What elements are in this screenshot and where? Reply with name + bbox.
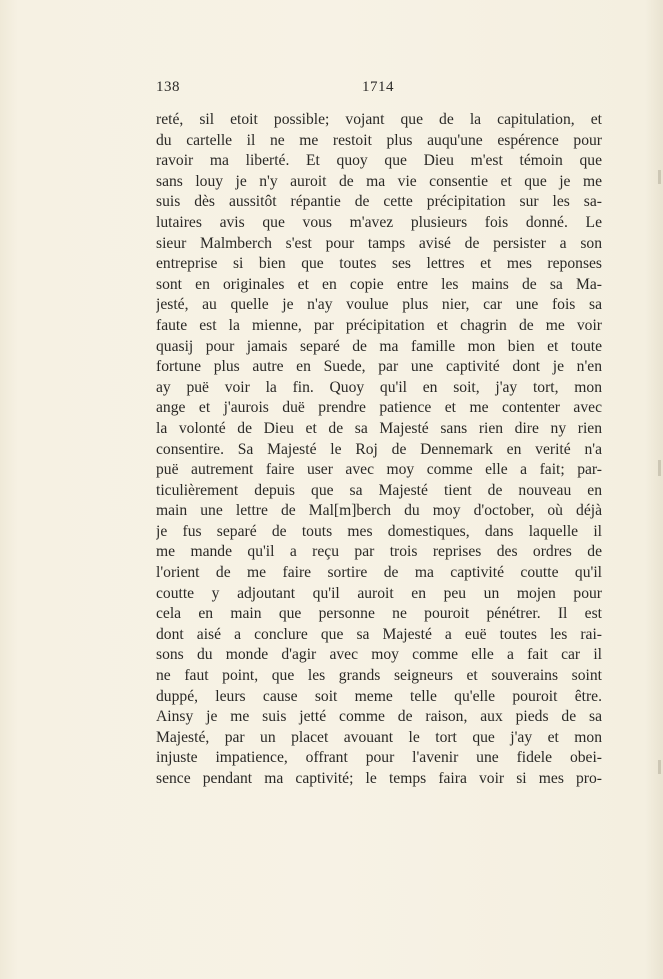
text-line: suis dès aussitôt répantie de cette précipitation sur les sa- (156, 193, 602, 211)
page-edge-mark (658, 170, 661, 184)
body-text (156, 110, 602, 790)
text-line: main une lettre de Mal[m]berch du moy d'october, où déjà (156, 502, 602, 520)
text-line: coutte y adjoutant qu'il auroit en peu un mojen pour (156, 584, 602, 602)
text-line: reté, sil etoit possible; vojant que de la capitulation, et (156, 111, 602, 128)
text-line: ticulièrement depuis que sa Majesté tient de nouveau en (156, 481, 602, 499)
text-line: Majesté, par un placet avouant le tort que j'ay et mon (156, 728, 602, 746)
text-line: duppé, leurs cause soit meme telle qu'elle pouroit être. (156, 687, 602, 705)
text-line: entreprise si bien que toutes ses lettres et mes reponses (156, 255, 602, 273)
text-line: injuste impatience, offrant pour l'avenir une fidele obei- (156, 749, 602, 767)
text-line: fortune plus autre en Suede, par une captivité dont je n'en (156, 358, 602, 376)
text-line: consentire. Sa Majesté le Roj de Dennemark en verité n'a (156, 440, 602, 458)
text-line: sont en originales et en copie entre les mains de sa Ma- (156, 275, 602, 293)
text-line: ne faut point, que les grands seigneurs et souverains soint (156, 667, 602, 685)
text-line: ay puë voir la fin. Quoy qu'il en soit, j'ay tort, mon (156, 378, 602, 396)
text-line: je fus separé de touts mes domestiques, dans laquelle il (156, 522, 602, 540)
text-line: jesté, au quelle je n'ay voulue plus nier, car une fois sa (156, 296, 602, 314)
text-line: Ainsy je me suis jetté comme de raison, aux pieds de sa (156, 708, 602, 726)
running-head-year: 1714 (362, 79, 394, 95)
page-header (156, 79, 602, 99)
text-line: dont aisé a conclure que sa Majesté a euë toutes les rai- (156, 625, 602, 643)
text-line: sieur Malmberch s'est pour tamps avisé de persister a son (156, 234, 602, 252)
text-line: ange et j'aurois duë prendre patience et me contenter avec (156, 399, 602, 417)
text-line: du cartelle il ne me restoit plus auqu'une espérence pour (156, 131, 602, 149)
text-line: puë autrement faire user avec moy comme elle a fait; par- (156, 461, 602, 479)
text-line: sence pendant ma captivité; le temps faira voir si mes pro- (156, 770, 602, 787)
text-line: ravoir ma liberté. Et quoy que Dieu m'est témoin que (156, 152, 602, 170)
text-line: l'orient de me faire sortire de ma captivité coutte qu'il (156, 564, 602, 582)
text-line: me mande qu'il a reçu par trois reprises des ordres de (156, 543, 602, 561)
text-line: lutaires avis que vous m'avez plusieurs fois donné. Le (156, 213, 602, 231)
text-line: sons du monde d'agir avec moy comme elle a fait car il (156, 646, 602, 664)
text-line: cela en main que personne ne pouroit pénétrer. Il est (156, 605, 602, 623)
text-line: quasij pour jamais separé de ma famille mon bien et toute (156, 337, 602, 355)
page-number: 138 (156, 79, 180, 95)
text-line: la volonté de Dieu et de sa Majesté sans rien dire ny rien (156, 419, 602, 437)
text-line: sans louy je n'y auroit de ma vie consentie et que je me (156, 172, 602, 190)
text-line: faute est la mienne, par précipitation et chagrin de me voir (156, 316, 602, 334)
page-edge-mark (658, 460, 661, 476)
page-edge-mark (658, 760, 661, 774)
